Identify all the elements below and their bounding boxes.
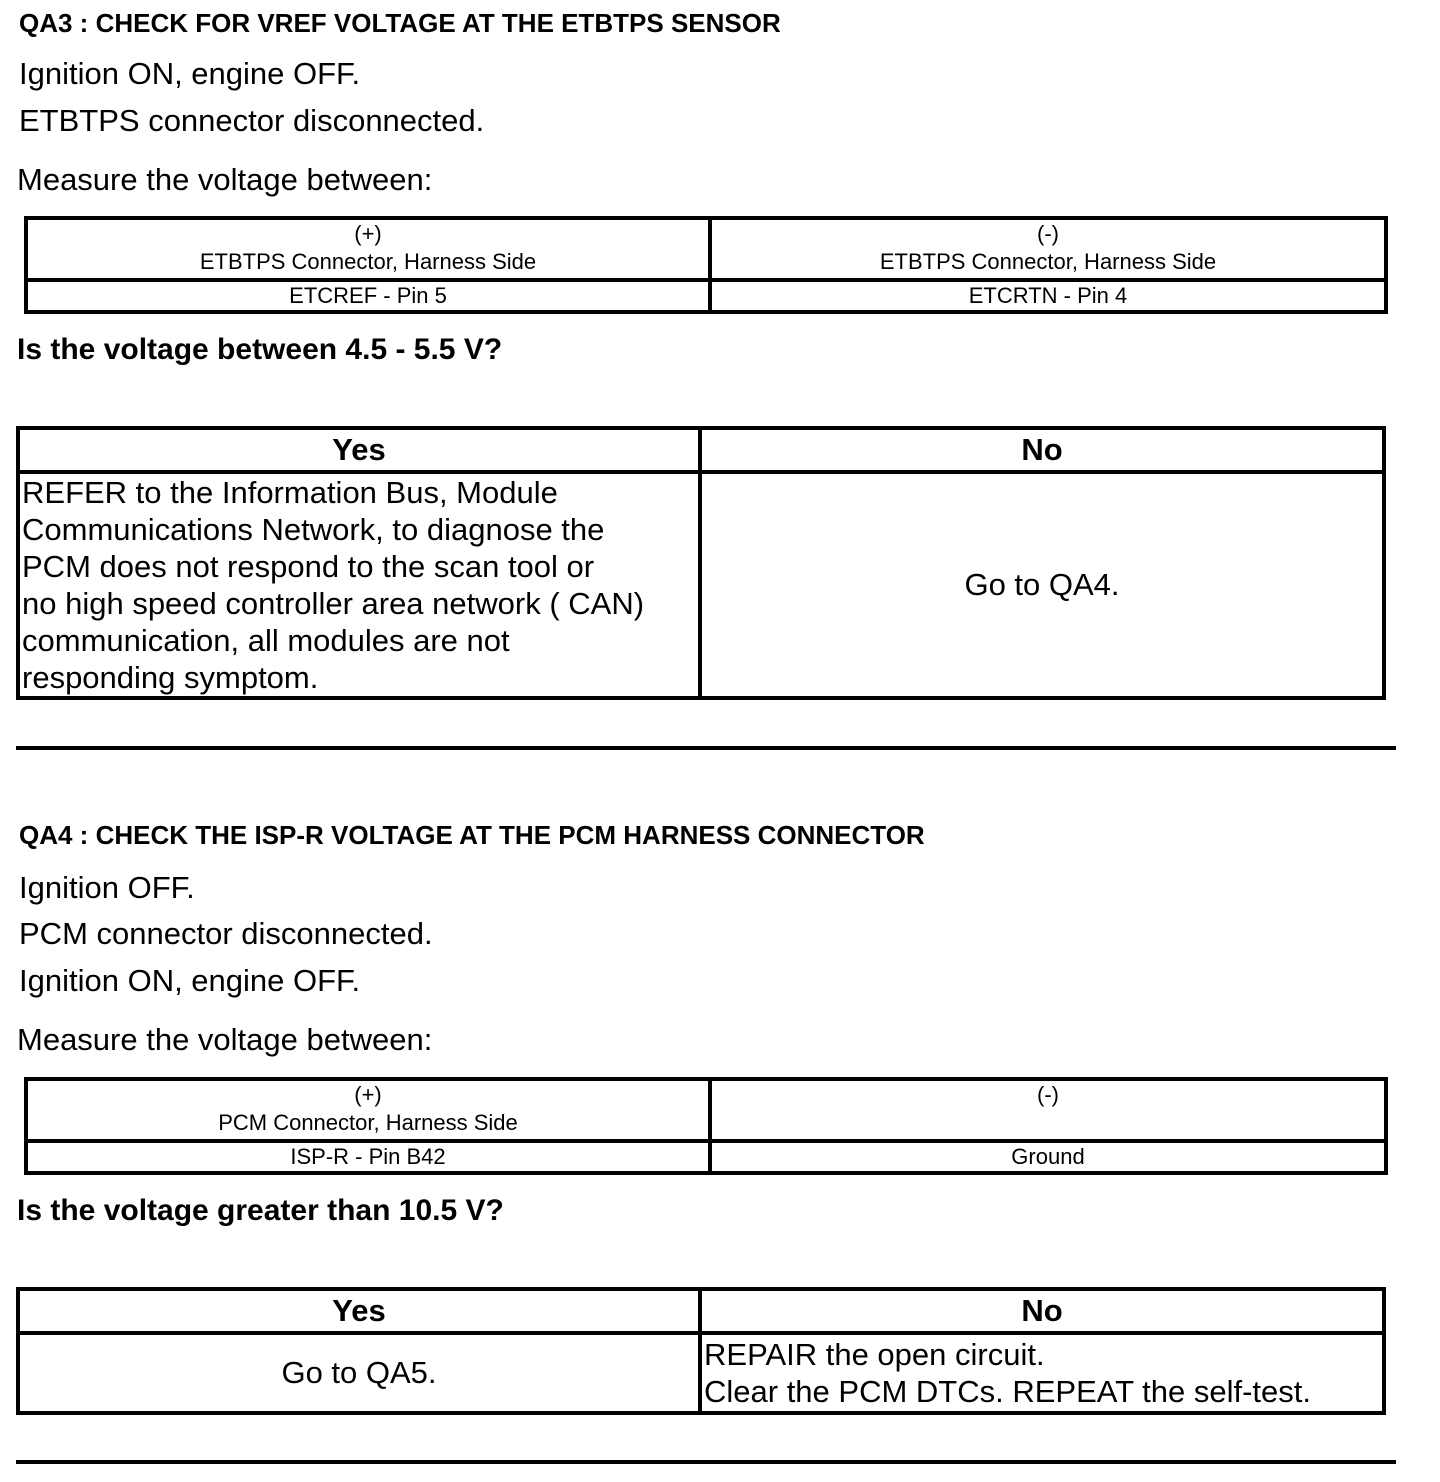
qa3-minus-symbol: (-): [1037, 221, 1059, 246]
qa3-yes-header: Yes: [18, 428, 700, 472]
qa3-yes-line: Communications Network, to diagnose the: [22, 512, 605, 547]
qa3-minus-pin: ETCRTN - Pin 4: [710, 280, 1386, 312]
qa4-no-cell: [700, 1333, 1384, 1413]
qa4-minus-symbol: (-): [1037, 1082, 1059, 1107]
qa4-question: Is the voltage greater than 10.5 V?: [17, 1194, 504, 1227]
qa4-plus-desc: PCM Connector, Harness Side: [218, 1110, 518, 1135]
qa4-measure-label: Measure the voltage between:: [17, 1022, 433, 1057]
qa3-minus-desc: ETBTPS Connector, Harness Side: [879, 249, 1217, 274]
qa3-yes-line: responding symptom.: [22, 660, 319, 695]
qa3-no-cell: Go to QA4.: [700, 472, 1384, 698]
qa4-yes-header: Yes: [18, 1289, 700, 1333]
qa4-result-table: [16, 1287, 1386, 1415]
qa3-yes-line: REFER to the Information Bus, Module: [22, 475, 558, 510]
qa4-plus-symbol: (+): [354, 1082, 382, 1107]
qa3-plus-header-cell: [26, 218, 710, 280]
section-divider: [16, 1460, 1396, 1464]
qa3-yes-cell: [18, 472, 700, 698]
qa3-no-header: No: [700, 428, 1384, 472]
qa3-plus-desc: ETBTPS Connector, Harness Side: [199, 249, 537, 274]
qa3-yes-line: communication, all modules are not: [22, 623, 510, 658]
qa4-step-1: Ignition OFF.: [19, 870, 195, 905]
qa3-step-1: Ignition ON, engine OFF.: [19, 56, 361, 91]
qa4-no-line: Clear the PCM DTCs. REPEAT the self-test.: [704, 1374, 1311, 1409]
section-divider: [16, 746, 1396, 750]
qa4-measure-table: [24, 1077, 1388, 1175]
qa3-yes-line: no high speed controller area network ( CAN): [22, 586, 645, 621]
qa3-step-2: ETBTPS connector disconnected.: [19, 103, 485, 138]
qa3-question: Is the voltage between 4.5 - 5.5 V?: [17, 333, 503, 366]
qa3-measure-table: [24, 216, 1388, 314]
qa3-yes-line: PCM does not respond to the scan tool or: [22, 549, 595, 584]
qa4-no-header: No: [700, 1289, 1384, 1333]
qa4-yes-cell: Go to QA5.: [18, 1333, 700, 1413]
qa4-step-2: PCM connector disconnected.: [19, 916, 433, 951]
qa4-plus-header-cell: [26, 1079, 710, 1141]
qa4-plus-pin: ISP-R - Pin B42: [26, 1141, 710, 1173]
qa4-step-3: Ignition ON, engine OFF.: [19, 963, 361, 998]
qa3-minus-header-cell: [710, 218, 1386, 280]
qa4-no-line: REPAIR the open circuit.: [704, 1337, 1045, 1372]
qa3-result-table: [16, 426, 1386, 700]
qa3-plus-pin: ETCREF - Pin 5: [26, 280, 710, 312]
qa3-heading: QA3 : CHECK FOR VREF VOLTAGE AT THE ETBTPS SENSOR: [19, 8, 781, 38]
qa4-minus-pin: Ground: [710, 1141, 1386, 1173]
qa3-measure-label: Measure the voltage between:: [17, 162, 433, 197]
qa4-heading: QA4 : CHECK THE ISP-R VOLTAGE AT THE PCM HARNESS CONNECTOR: [19, 820, 925, 850]
qa4-minus-header-cell: [710, 1079, 1386, 1141]
qa3-plus-symbol: (+): [354, 221, 382, 246]
